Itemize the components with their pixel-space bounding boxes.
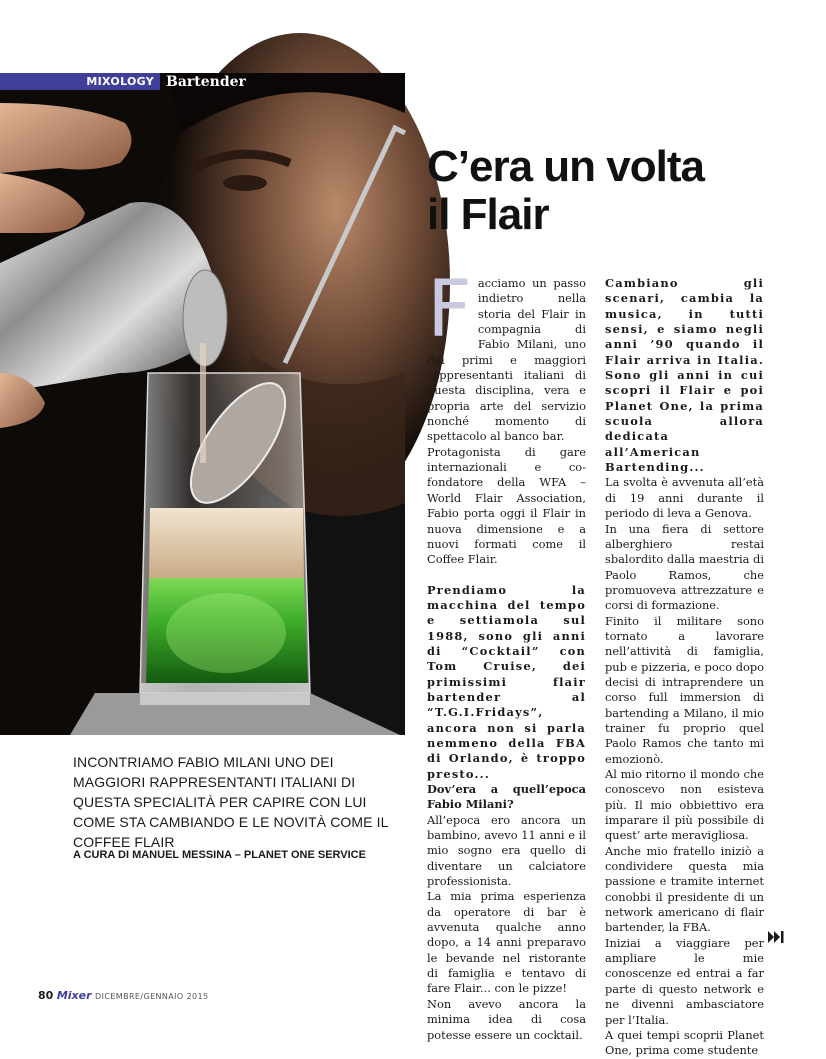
- paragraph: Protagonista di gare internazionali e co-fondatore della WFA – World Flair Association, Fabio porta oggi il Flair in nuova dimensione e a nuovi formati come il Coffee Flair.: [427, 444, 586, 567]
- paragraph: La svolta è avvenuta all’età di 19 anni durante il periodo di leva a Genova.: [605, 475, 764, 521]
- author-credit: A CURA DI MANUEL MESSINA – PLANET ONE SERVICE: [73, 849, 366, 861]
- paragraph: acciamo un passo indietro nella storia del Flair in compagnia di Fabio Milani, uno dei primi e maggiori rappresentanti italiani di questa disciplina, vera e propria arte del servizio nonché momento di spettacolo al banco bar.: [427, 276, 586, 444]
- interview-question: Cambiano gli scenari, cambia la musica, in tutti sensi, e siamo negli anni ’90 quando il Flair arriva in Italia. Sono gli anni in cui scopri il Flair e poi Planet One, la prima scuola allora dedicata all’American Bartending...: [605, 276, 764, 475]
- paragraph: La mia prima esperienza da operatore di bar è avvenuta qualche anno dopo, a 14 anni preparavo le bevande nel ristorante di famiglia e tentavo di fare Flair... con le pizze!: [427, 889, 586, 996]
- section-bar: [0, 73, 405, 90]
- paragraph: All’epoca ero ancora un bambino, avevo 11 anni e il mio sogno era quello di diventare un calciatore professionista.: [427, 812, 586, 889]
- paragraph: Finito il militare sono tornato a lavorare nell’attività di famiglia, pub e pizzeria, e poco dopo decisi di intraprendere un corso full immersion di bartending a Milano, il mio trainer fu proprio quel Paolo Ramos che tanto mi emozionò.: [605, 613, 764, 766]
- section-subtitle: Bartender: [166, 73, 246, 90]
- headline-line-1: C’era un volta: [427, 142, 704, 191]
- drop-cap: F: [427, 265, 472, 355]
- article-intro: INCONTRIAMO FABIO MILANI UNO DEI MAGGIORI RAPPRESENTANTI ITALIANI DI QUESTA SPECIALITÀ PER CAPIRE CON LUI COME STA CAMBIANDO E LE NOVITÀ COME IL COFFEE FLAIR: [73, 754, 388, 850]
- magazine-name: Mixer: [56, 989, 92, 1002]
- article-column-1: [427, 265, 586, 1043]
- page-number: 80: [38, 989, 54, 1002]
- headline-line-2: il Flair: [427, 190, 549, 239]
- section-tag: MIXOLOGY: [0, 73, 160, 90]
- interview-question: Dov’era a quell’epoca Fabio Milani?: [427, 782, 586, 812]
- fast-forward-icon: [768, 930, 784, 944]
- paragraph: Al mio ritorno il mondo che conoscevo non esisteva più. Il mio obbiettivo era imparare il più possibile di quest’ arte meravigliosa.: [605, 767, 764, 843]
- paragraph: Iniziai a viaggiare per ampliare le mie conoscenze ed entrai a far parte di questo network e ne divenni ambasciatore per l’Italia.: [605, 935, 764, 1027]
- interview-question: Prendiamo la macchina del tempo e settiamola sul 1988, sono gli anni di “Cocktail” con Tom Cruise, dei primissimi flair bartender al “T.G.I.Fridays”, ancora non si parla nemmeno della FBA di Orlando, è troppo presto...: [427, 582, 586, 781]
- paragraph: Non avevo ancora la minima idea di cosa potesse essere un cocktail.: [427, 996, 586, 1042]
- issue-date: DICEMBRE/GENNAIO 2015: [95, 992, 209, 1001]
- article-headline: [427, 143, 807, 239]
- paragraph: A quei tempi scoprii Planet One, prima come studente: [605, 1027, 764, 1058]
- bartender-photo: [0, 73, 405, 735]
- paragraph: In una fiera di settore alberghiero restai sbalordito dalla maestria di Paolo Ramos, che promuoveva attrezzature e corsi di formazione.: [605, 521, 764, 613]
- page-folio: [38, 989, 209, 1002]
- paragraph: Anche mio fratello iniziò a condividere questa mia passione e tramite internet conobbi il presidente di un network americano di flair bartender, la FBA.: [605, 843, 764, 935]
- article-column-2: [605, 276, 764, 1059]
